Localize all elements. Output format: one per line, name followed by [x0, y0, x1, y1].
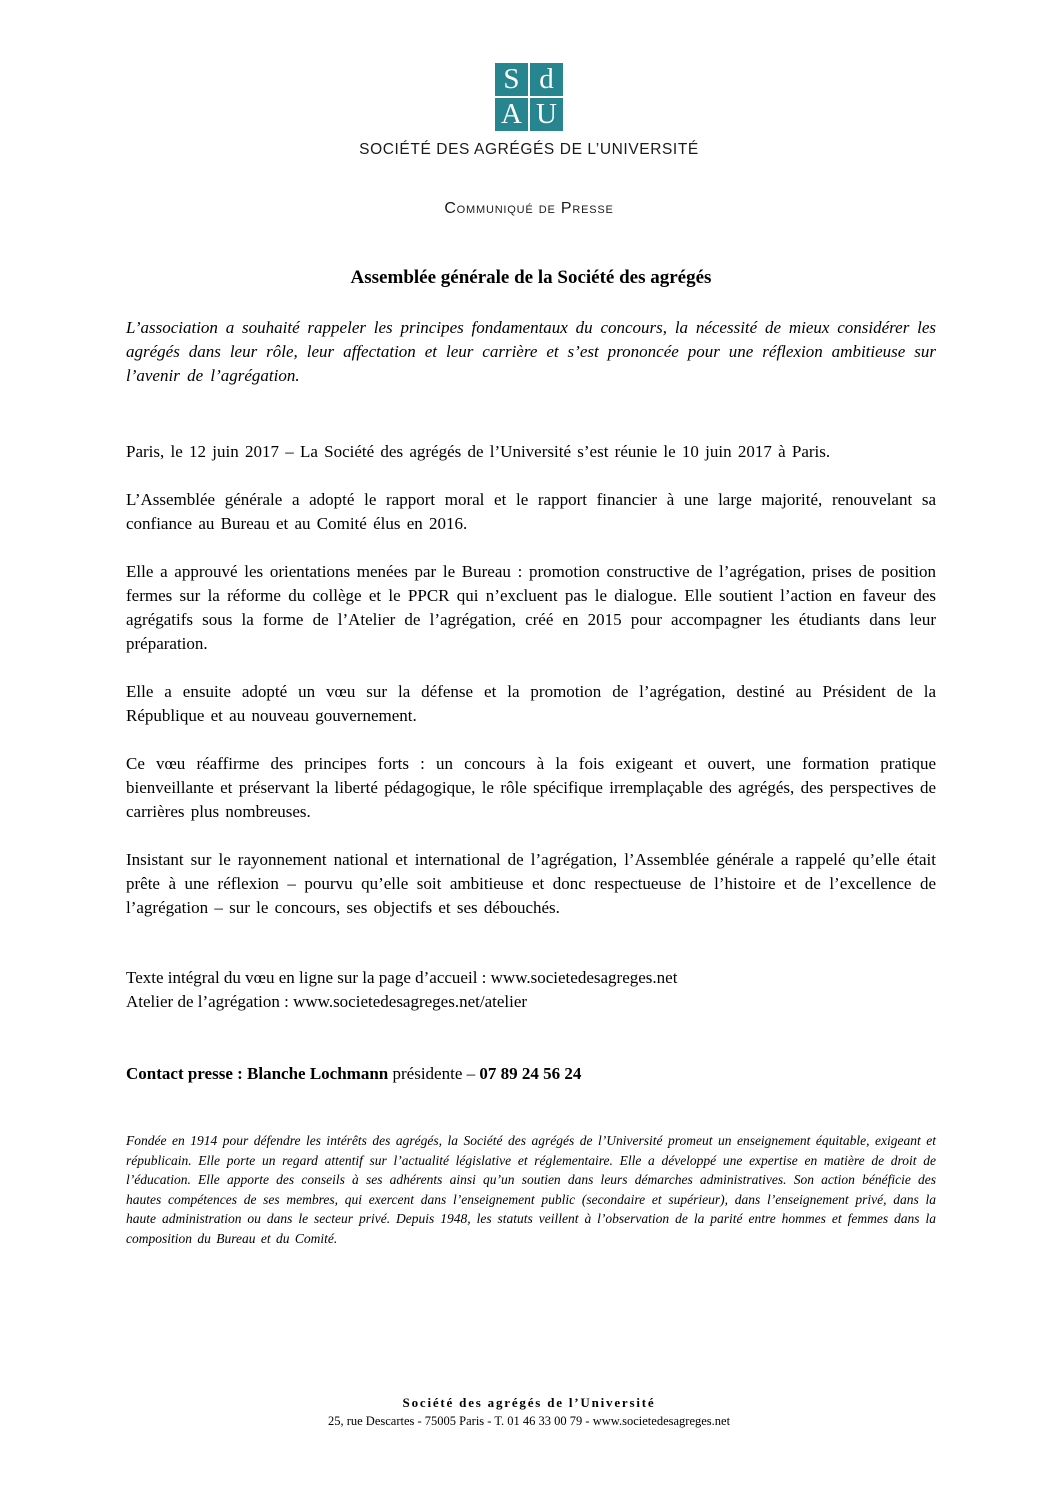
intro-paragraph: L’association a souhaité rappeler les principes fondamentaux du concours, la nécessité de mieux considérer les agrégés dans leur rôle, leur affectation et leur carrière et s’est prononcée pour une réflexion ambitieuse sur l’avenir de l’agrégation. [126, 318, 936, 385]
logo-letter-s: S [495, 63, 528, 96]
link-line-voeu: Texte intégral du vœu en ligne sur la page d’accueil : www.societedesagreges.net [126, 968, 678, 987]
contact-name: Contact presse : Blanche Lochmann [126, 1064, 389, 1083]
logo-letter-a: A [495, 98, 528, 131]
footer-address-line: 25, rue Descartes - 75005 Paris - T. 01 46 33 00 79 - www.societedesagreges.net [327, 1414, 731, 1428]
organization-name: SOCIÉTÉ DES AGRÉGÉS DE L’UNIVERSITÉ [359, 141, 699, 158]
logo-letter-d: d [530, 63, 563, 96]
body-paragraph: Elle a ensuite adopté un vœu sur la défense et la promotion de l’agrégation, destiné au Président de la République et au nouveau gouvernement. [126, 682, 936, 725]
about-boilerplate: Fondée en 1914 pour défendre les intérêts des agrégés, la Société des agrégés de l’Université promeut un enseignement équitable, exigeant et républicain. Elle porte un regard attentif sur l’actualité législative et réglementaire. Elle a développé une expertise en matière de droit de l’éducation. Elle apporte des conseils à ses adhérents ainsi qu’un soutien dans leurs démarches administratives. Son action bénéficie des hautes compétences de ses membres, qui exercent dans l’enseignement public (secondaire et supérieur), dans l’enseignement privé, dans la haute administration ou dans le secteur privé. Depuis 1948, les statuts veillent à l’observation de la parité entre hommes et femmes dans la composition du Bureau et du Comité. [126, 1133, 936, 1246]
link-line-atelier: Atelier de l’agrégation : www.societedesagreges.net/atelier [126, 992, 528, 1011]
page-footer [0, 1395, 1058, 1429]
sdau-logo [495, 63, 563, 131]
contact-phone: 07 89 24 56 24 [479, 1064, 582, 1083]
body-paragraph: Insistant sur le rayonnement national et international de l’agrégation, l’Assemblée générale a rappelé qu’elle était prête à une réflexion – pourvu qu’elle soit ambitieuse et donc respectueuse de l’histoire et de l’excellence de l’agrégation – sur le concours, ses objectifs et ses débouchés. [126, 850, 936, 917]
footer-organization-name: Société des agrégés de l’Université [402, 1395, 656, 1410]
body-paragraph: L’Assemblée générale a adopté le rapport moral et le rapport financier à une large majorité, renouvelant sa confiance au Bureau et au Comité élus en 2016. [126, 490, 936, 533]
contact-role: présidente – [392, 1064, 476, 1083]
body-paragraph-dateline: Paris, le 12 juin 2017 – La Société des agrégés de l’Université s’est réunie le 10 juin 2017 à Paris. [126, 442, 831, 461]
logo-letter-u: U [530, 98, 563, 131]
body-paragraph: Elle a approuvé les orientations menées par le Bureau : promotion constructive de l’agrégation, prises de position fermes sur la réforme du collège et le PPCR qui n’excluent pas le dialogue. Elle soutient l’action en faveur des agrégatifs sous la forme de l’Atelier de l’agrégation, créé en 2015 pour accompagner les étudiants dans leur préparation. [126, 562, 936, 653]
links-block [126, 966, 936, 1014]
document-body [126, 267, 936, 1248]
document-header [0, 63, 1058, 218]
page-title: Assemblée générale de la Société des agrégés [350, 267, 712, 288]
body-paragraph: Ce vœu réaffirme des principes forts : un concours à la fois exigeant et ouvert, une formation pratique bienveillante et préservant la liberté pédagogique, le rôle spécifique irremplaçable des agrégés, des perspectives de carrières plus nombreuses. [126, 754, 936, 821]
document-type-label: Communiqué de Presse [444, 200, 614, 217]
press-contact-line [126, 1062, 936, 1086]
